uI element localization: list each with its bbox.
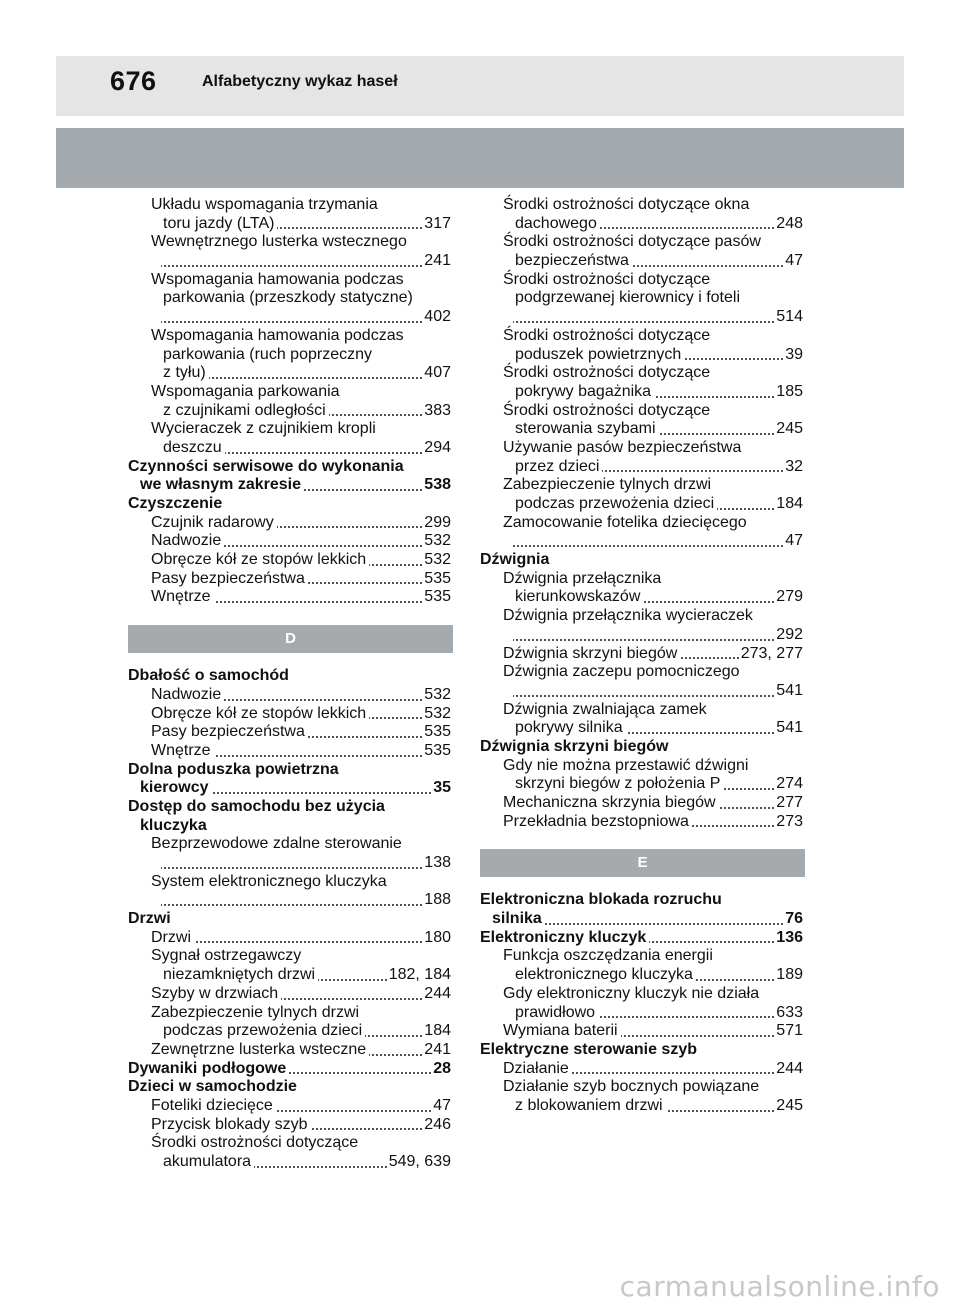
leader-dots — [211, 792, 432, 794]
leader-dots — [696, 979, 775, 981]
index-heading — [128, 667, 453, 686]
letter-heading-e: E — [480, 849, 805, 877]
index-heading — [128, 1060, 453, 1079]
index-entry — [480, 271, 805, 290]
entry-text: Drzwi — [128, 910, 171, 928]
index-entry — [128, 271, 453, 290]
leader-dots — [277, 526, 423, 528]
index-heading — [128, 817, 453, 836]
leader-dots — [311, 1128, 423, 1130]
leader-dots — [225, 452, 423, 454]
index-entry — [128, 1022, 453, 1041]
entry-text: Wymiana baterii — [503, 1022, 618, 1040]
entry-text: Środki ostrożności dotyczące — [503, 270, 711, 288]
page-ref[interactable]: 273 — [776, 812, 803, 830]
index-entry — [480, 439, 805, 458]
entry-text: deszczu — [163, 438, 222, 456]
entry-text: Dywaniki podłogowe — [128, 1059, 287, 1077]
entry-text: System elektronicznego kluczyka — [151, 872, 387, 890]
page-ref[interactable]: 292 — [776, 625, 803, 643]
leader-dots — [680, 657, 740, 659]
entry-text: parkowania (przeszkody statyczne) — [163, 289, 413, 307]
page-ref[interactable]: 541 — [776, 681, 803, 699]
entry-text: Przekładnia bezstopniowa — [503, 812, 689, 830]
entry-text: Środki ostrożności dotyczące — [151, 1134, 359, 1152]
leader-dots — [277, 227, 423, 229]
index-entry — [128, 588, 453, 607]
leader-dots — [717, 508, 775, 510]
entry-text: elektronicznego kluczyka — [515, 966, 693, 984]
entry-text: kluczyka — [140, 816, 207, 834]
page-ref[interactable]: 184 — [776, 495, 803, 512]
index-heading — [128, 476, 453, 495]
entry-text: Bezprzewodowe zdalne sterowanie — [151, 835, 402, 853]
leader-dots — [276, 1110, 432, 1112]
entry-text: Obręcze kół ze stopów lekkich — [151, 551, 367, 569]
letter-heading-d: D — [128, 625, 453, 653]
entry-text: Dbałość o samochód — [128, 667, 289, 685]
entry-text: Wycieraczek z czujnikiem kropli — [151, 420, 376, 438]
index-entry — [480, 775, 805, 794]
entry-text: kierowcy — [140, 779, 209, 797]
entry-text: Nadwozie — [151, 685, 222, 703]
index-entry — [128, 364, 453, 383]
entry-text: Elektryczne sterowanie szyb — [480, 1040, 697, 1058]
index-entry — [128, 1041, 453, 1060]
index-entry — [480, 588, 805, 607]
index-entry — [128, 1116, 453, 1135]
entry-text: poduszek powietrznych — [515, 345, 682, 363]
page-number: 676 — [110, 66, 157, 96]
index-entry — [480, 947, 805, 966]
entry-text: Układu wspomagania trzymania — [151, 196, 378, 213]
entry-text: dachowego — [515, 214, 597, 232]
index-heading — [480, 1041, 805, 1060]
entry-text: z czujnikami odległości — [163, 401, 326, 419]
page-ref[interactable]: 535 — [424, 741, 451, 759]
index-heading — [480, 551, 805, 570]
entry-text: Zabezpieczenie tylnych drzwi — [503, 476, 712, 494]
index-entry — [480, 215, 805, 234]
index-entry — [480, 1004, 805, 1023]
entry-text: Drzwi — [151, 928, 191, 946]
entry-text: z tyłu) — [163, 364, 206, 382]
leader-dots — [369, 1054, 423, 1056]
entry-text: pokrywy bagażnika — [515, 382, 652, 400]
entry-text: Szyby w drzwiach — [151, 984, 279, 1002]
index-heading — [128, 779, 453, 798]
index-heading — [480, 929, 805, 948]
entry-text: Zabezpieczenie tylnych drzwi — [151, 1003, 360, 1021]
index-entry — [128, 835, 453, 854]
index-entry — [480, 794, 805, 813]
entry-text: Działanie — [503, 1059, 569, 1077]
leader-dots — [224, 699, 423, 701]
leader-dots — [214, 601, 423, 603]
entry-text: Foteliki dziecięce — [151, 1096, 273, 1114]
entry-text: podgrzewanej kierownicy i foteli — [515, 289, 740, 307]
index-entry — [128, 233, 453, 252]
index-entry — [480, 476, 805, 495]
entry-text: Środki ostrożności dotyczące — [503, 326, 711, 344]
index-entry — [128, 402, 453, 421]
entry-text: Obręcze kół ze stopów lekkich — [151, 704, 367, 722]
page-ref[interactable]: 571 — [776, 1022, 803, 1040]
entry-text: sterowania szybami — [515, 420, 656, 438]
page-ref[interactable]: 244 — [424, 984, 451, 1002]
index-entry — [480, 570, 805, 589]
entry-text: Używanie pasów bezpieczeństwa — [503, 438, 742, 456]
entry-text: podczas przewożenia dzieci — [515, 495, 715, 512]
leader-dots — [369, 564, 423, 566]
watermark: carmanualsonline.info — [619, 1270, 940, 1303]
entry-text: Funkcja oszczędzania energii — [503, 947, 713, 965]
index-entry — [480, 364, 805, 383]
index-entry — [480, 719, 805, 738]
index-entry — [480, 233, 805, 252]
page-ref[interactable]: 532 — [424, 532, 451, 550]
entry-text: prawidłowo — [515, 1003, 596, 1021]
entry-text: niezamkniętych drzwi — [163, 966, 316, 984]
page-ref[interactable]: 182, 184 — [388, 966, 451, 984]
index-column-left — [128, 196, 453, 1172]
index-entry — [128, 1004, 453, 1023]
index-entry — [480, 663, 805, 682]
page-ref[interactable]: 39 — [785, 345, 803, 363]
index-heading — [480, 891, 805, 910]
leader-dots — [632, 265, 784, 267]
leader-dots — [513, 321, 775, 323]
leader-dots — [369, 717, 423, 719]
index-entry — [480, 252, 805, 271]
index-entry — [480, 966, 805, 985]
page-ref[interactable]: 535 — [424, 569, 451, 587]
page-ref[interactable]: 47 — [785, 252, 803, 270]
entry-text: Elektroniczna blokada rozruchu — [480, 891, 722, 909]
page-ref[interactable]: 47 — [785, 532, 803, 550]
entry-text: Mechaniczna skrzynia biegów — [503, 794, 716, 811]
page-ref[interactable]: 294 — [424, 438, 451, 456]
leader-dots — [598, 1016, 775, 1018]
index-entry — [128, 1153, 453, 1172]
index-entry — [128, 891, 453, 910]
index-entry — [480, 196, 805, 215]
index-entry — [480, 1097, 805, 1116]
index-entry — [480, 626, 805, 645]
leader-dots — [254, 1166, 388, 1168]
page-ref[interactable]: 549, 639 — [388, 1153, 451, 1170]
index-entry — [480, 1060, 805, 1079]
leader-dots — [513, 695, 775, 697]
leader-dots — [692, 825, 775, 827]
index-entry — [128, 289, 453, 308]
leader-dots — [659, 433, 775, 435]
index-entry — [480, 420, 805, 439]
index-entry — [480, 1022, 805, 1041]
page-ref[interactable]: 32 — [785, 457, 803, 475]
entry-text: parkowania (ruch poprzeczny — [163, 345, 372, 363]
entry-text: Środki ostrożności dotyczące okna — [503, 196, 750, 213]
index-entry — [128, 985, 453, 1004]
index-entry — [128, 327, 453, 346]
index-entry — [480, 346, 805, 365]
index-entry — [480, 813, 805, 832]
entry-text: Gdy nie można przestawić dźwigni — [503, 756, 749, 774]
leader-dots — [572, 1072, 775, 1074]
leader-dots — [719, 807, 775, 809]
entry-text: Środki ostrożności dotyczące — [503, 364, 711, 382]
leader-dots — [161, 321, 423, 323]
leader-dots — [684, 358, 784, 360]
entry-text: Wspomagania hamowania podczas — [151, 270, 404, 288]
index-heading — [480, 910, 805, 929]
index-entry — [128, 947, 453, 966]
index-entry — [128, 929, 453, 948]
index-entry — [480, 495, 805, 514]
entry-text: Dźwignia zwalniająca zamek — [503, 700, 707, 718]
entry-text: Wnętrze — [151, 588, 211, 606]
index-entry — [480, 308, 805, 327]
entry-text: z blokowaniem drzwi — [515, 1096, 663, 1114]
leader-dots — [329, 414, 423, 416]
page-ref[interactable]: 245 — [776, 1096, 803, 1114]
entry-text: Dzieci w samochodzie — [128, 1078, 297, 1096]
index-entry — [480, 701, 805, 720]
index-entry — [128, 439, 453, 458]
index-entry — [128, 196, 453, 215]
entry-text: we własnym zakresie — [140, 476, 301, 494]
index-heading — [128, 495, 453, 514]
entry-text: Wspomagania hamowania podczas — [151, 326, 404, 344]
page-ref[interactable]: 180 — [424, 928, 451, 946]
leader-dots — [209, 377, 423, 379]
entry-text: Dźwignia przełącznika — [503, 569, 662, 587]
page-ref[interactable]: 317 — [424, 214, 451, 232]
page-ref[interactable]: 138 — [424, 854, 451, 871]
index-entry — [128, 705, 453, 724]
entry-text: toru jazdy (LTA) — [163, 214, 275, 232]
entry-text: Pasy bezpieczeństwa — [151, 723, 305, 741]
page-ref[interactable]: 273, 277 — [740, 644, 803, 662]
index-entry — [128, 551, 453, 570]
leader-dots — [643, 601, 775, 603]
entry-text: bezpieczeństwa — [515, 252, 629, 270]
leader-dots — [214, 755, 423, 757]
index-entry — [128, 854, 453, 873]
leader-dots — [318, 979, 388, 981]
index-entry — [128, 723, 453, 742]
entry-text: Nadwozie — [151, 532, 222, 550]
leader-dots — [626, 732, 775, 734]
leader-dots — [289, 1072, 432, 1074]
index-heading — [128, 798, 453, 817]
entry-text: Pasy bezpieczeństwa — [151, 569, 305, 587]
page-ref[interactable]: 28 — [433, 1059, 451, 1077]
page-ref[interactable]: 532 — [424, 704, 451, 722]
index-entry — [480, 757, 805, 776]
page-ref[interactable]: 185 — [776, 382, 803, 400]
leader-dots — [649, 941, 775, 943]
page-ref[interactable]: 279 — [776, 588, 803, 606]
index-entry — [128, 686, 453, 705]
entry-text: Elektroniczny kluczyk — [480, 928, 647, 946]
index-heading — [128, 761, 453, 780]
entry-text: Zamocowanie fotelika dziecięcego — [503, 513, 747, 531]
entry-text: Środki ostrożności dotyczące pasów — [503, 233, 761, 251]
leader-dots — [224, 545, 423, 547]
index-entry — [128, 215, 453, 234]
index-entry — [128, 346, 453, 365]
page-ref[interactable]: 402 — [424, 308, 451, 326]
page-ref[interactable]: 541 — [776, 719, 803, 737]
entry-text: Sygnał ostrzegawczy — [151, 947, 302, 965]
entry-text: Środki ostrożności dotyczące — [503, 401, 711, 419]
index-column-right — [480, 196, 805, 1116]
page-ref[interactable]: 246 — [424, 1115, 451, 1133]
page-ref[interactable]: 633 — [776, 1003, 803, 1021]
leader-dots — [281, 998, 423, 1000]
entry-text: Wnętrze — [151, 741, 211, 759]
leader-dots — [308, 736, 423, 738]
index-entry — [480, 514, 805, 533]
index-entry — [128, 420, 453, 439]
page-ref[interactable]: 383 — [424, 401, 451, 419]
page-ref[interactable]: 407 — [424, 364, 451, 382]
entry-text: silnika — [492, 910, 542, 928]
index-heading — [128, 1078, 453, 1097]
section-title: Alfabetyczny wykaz haseł — [202, 73, 398, 90]
leader-dots — [666, 1110, 775, 1112]
leader-dots — [723, 788, 775, 790]
entry-text: skrzyni biegów z położenia P — [515, 775, 721, 793]
index-entry — [128, 1134, 453, 1153]
index-entry — [128, 514, 453, 533]
page-ref[interactable]: 244 — [776, 1059, 803, 1077]
entry-text: Działanie szyb bocznych powiązane — [503, 1078, 760, 1096]
entry-text: Dźwignia zaczepu pomocniczego — [503, 663, 740, 681]
entry-text: Dostęp do samochodu bez użycia — [128, 797, 385, 815]
entry-text: pokrywy silnika — [515, 719, 623, 737]
index-entry — [128, 1097, 453, 1116]
page-ref[interactable]: 535 — [424, 723, 451, 741]
entry-text: Dźwignia skrzyni biegów — [480, 737, 669, 755]
index-heading — [128, 458, 453, 477]
page-ref[interactable]: 538 — [424, 476, 451, 494]
leader-dots — [161, 867, 423, 869]
entry-text: Dźwignia — [480, 551, 550, 569]
index-entry — [128, 570, 453, 589]
entry-text: Wspomagania parkowania — [151, 382, 340, 400]
index-entry — [128, 532, 453, 551]
leader-dots — [654, 396, 775, 398]
index-entry — [480, 607, 805, 626]
entry-text: Gdy elektroniczny kluczyk nie działa — [503, 984, 760, 1002]
entry-text: akumulatora — [163, 1153, 252, 1170]
entry-text: Dźwignia skrzyni biegów — [503, 644, 678, 662]
entry-text: Przycisk blokady szyb — [151, 1115, 308, 1133]
entry-text: przez dzieci — [515, 457, 600, 475]
page-ref[interactable]: 274 — [776, 775, 803, 793]
entry-text: podczas przewożenia dzieci — [163, 1022, 363, 1040]
leader-dots — [513, 545, 784, 547]
leader-dots — [600, 227, 775, 229]
index-entry — [128, 252, 453, 271]
page-ref[interactable]: 188 — [424, 891, 451, 909]
page-ref[interactable]: 248 — [776, 214, 803, 232]
leader-dots — [365, 1035, 423, 1037]
page-ref[interactable]: 532 — [424, 551, 451, 569]
index-entry — [480, 383, 805, 402]
index-heading — [480, 738, 805, 757]
entry-text: Dźwignia przełącznika wycieraczek — [503, 607, 753, 625]
index-entry — [480, 289, 805, 308]
entry-text: Dolna poduszka powietrzna — [128, 760, 339, 778]
page-ref[interactable]: 277 — [776, 794, 803, 811]
page-ref[interactable]: 35 — [433, 779, 451, 797]
index-entry — [480, 1078, 805, 1097]
leader-dots — [304, 489, 423, 491]
leader-dots — [161, 904, 423, 906]
entry-text: Czynności serwisowe do wykonania — [128, 457, 404, 475]
index-entry — [480, 458, 805, 477]
index-entry — [480, 645, 805, 664]
leader-dots — [161, 265, 423, 267]
header-banner — [56, 128, 904, 188]
page-ref[interactable]: 299 — [424, 513, 451, 531]
page-ref[interactable]: 514 — [776, 308, 803, 326]
entry-text: Czyszczenie — [128, 495, 223, 512]
page-ref[interactable]: 184 — [424, 1022, 451, 1040]
entry-text: Zewnętrzne lusterka wsteczne — [151, 1040, 367, 1058]
page-ref[interactable]: 532 — [424, 685, 451, 703]
index-entry — [480, 682, 805, 701]
index-heading — [128, 910, 453, 929]
index-entry — [128, 383, 453, 402]
index-entry — [480, 985, 805, 1004]
entry-text: kierunkowskazów — [515, 588, 641, 606]
leader-dots — [545, 923, 784, 925]
leader-dots — [308, 582, 423, 584]
leader-dots — [602, 470, 784, 472]
index-entry — [128, 308, 453, 327]
page-ref[interactable]: 76 — [785, 910, 803, 928]
entry-text: Wewnętrznego lusterka wstecznego — [151, 233, 407, 251]
leader-dots — [513, 639, 775, 641]
page-header — [56, 56, 904, 116]
leader-dots — [621, 1035, 775, 1037]
index-entry — [480, 402, 805, 421]
page-ref[interactable]: 535 — [424, 588, 451, 606]
index-entry — [480, 327, 805, 346]
page-ref[interactable]: 241 — [424, 1040, 451, 1058]
leader-dots — [194, 941, 423, 943]
page-ref[interactable]: 245 — [776, 420, 803, 438]
page-ref[interactable]: 136 — [776, 928, 803, 946]
index-entry — [128, 873, 453, 892]
index-entry — [128, 742, 453, 761]
index-entry — [128, 966, 453, 985]
page-ref[interactable]: 189 — [776, 966, 803, 984]
index-entry — [480, 532, 805, 551]
page-ref[interactable]: 47 — [433, 1096, 451, 1114]
entry-text: Czujnik radarowy — [151, 513, 274, 531]
page-ref[interactable]: 241 — [424, 252, 451, 270]
